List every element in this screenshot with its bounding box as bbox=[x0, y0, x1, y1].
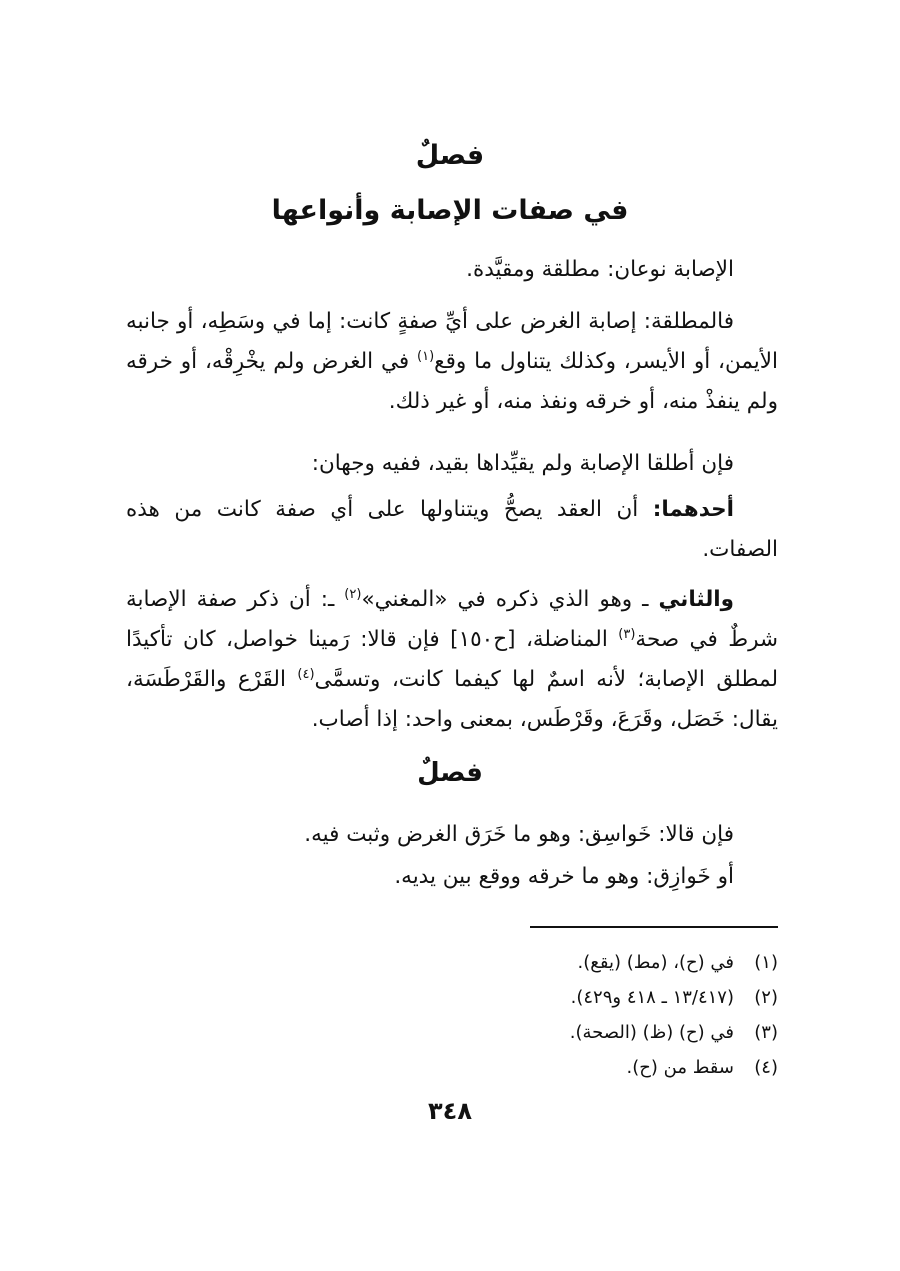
footnote bbox=[126, 980, 778, 1015]
paragraph-text: ـ: أن ذكر صفة الإصابة شرطٌ في صحة bbox=[126, 587, 778, 652]
footnote-number: (١) bbox=[754, 952, 778, 973]
paragraph-text: فإن قالا: خَواسِق: وهو ما خَرَق الغرض وثبت فيه. bbox=[304, 822, 734, 847]
footnote-text: في (ح) (ظ) (الصحة). bbox=[569, 1022, 734, 1043]
paragraph-khawasiq bbox=[126, 815, 778, 855]
footnote-divider bbox=[530, 926, 778, 928]
footnote-number: (٢) bbox=[754, 987, 778, 1008]
paragraph-khawaziq bbox=[126, 857, 778, 897]
paragraph-absolute bbox=[126, 302, 778, 422]
footnote-ref: (١) bbox=[417, 348, 435, 364]
chapter-title: في صفات الإصابة وأنواعها bbox=[271, 195, 629, 226]
paragraph-text: فإن أطلقا الإصابة ولم يقيِّداها بقيد، ففيه وجهان: bbox=[311, 451, 734, 476]
footnote-ref: (٤) bbox=[297, 666, 315, 682]
paragraph-text: الإصابة نوعان: مطلقة ومقيَّدة. bbox=[466, 257, 734, 282]
section-heading: فصلٌ bbox=[417, 758, 483, 788]
footnote bbox=[126, 1015, 778, 1050]
paragraph-text: القَرْع والقَرْطَسَة، يقال: خَصَل، وقَرَعَ، وقَرْطَس، بمعنى واحد: إذا أصاب. bbox=[126, 667, 778, 732]
footnote-ref: (٢) bbox=[344, 586, 362, 602]
footnote-ref: (٣) bbox=[618, 626, 636, 642]
footnote-number: (٤) bbox=[754, 1057, 778, 1078]
paragraph-text: المناضلة، [ح١٥٠] فإن قالا: رَمينا خواصل، كان تأكيدًا لمطلق الإصابة؛ لأنه اسمٌ لها كيفما كانت، وتسمَّى bbox=[126, 627, 778, 692]
paragraph-text: ـ وهو الذي ذكره في «المغني» bbox=[361, 587, 659, 612]
paragraph-lead: والثاني bbox=[658, 587, 734, 612]
footnote-text: (١٣/٤١٧ ـ ٤١٨ و٤٢٩). bbox=[570, 987, 734, 1008]
section-heading: فصلٌ bbox=[415, 140, 485, 171]
paragraph-first-view bbox=[126, 490, 778, 570]
footnote bbox=[126, 945, 778, 980]
paragraph-text: فالمطلقة: إصابة الغرض على أيِّ صفةٍ كانت: إما في وسَطِه، أو جانبه الأيمن، أو الأيسر، وكذلك يتناول ما وقع bbox=[126, 309, 778, 374]
paragraph-text: في الغرض ولم يخْرِقْه، أو خرقه ولم ينفذْ منه، أو خرقه ونفذ منه، أو غير ذلك. bbox=[126, 349, 778, 414]
footnotes bbox=[126, 945, 778, 1085]
paragraph-text: أو خَوازِق: وهو ما خرقه ووقع بين يديه. bbox=[394, 864, 734, 889]
paragraph-second-view bbox=[126, 580, 778, 740]
footnote-number: (٣) bbox=[754, 1022, 778, 1043]
footnote bbox=[126, 1050, 778, 1085]
paragraph-intro bbox=[126, 250, 778, 290]
paragraph-lead: أحدهما: bbox=[652, 497, 734, 522]
paragraph-two-views bbox=[126, 444, 778, 484]
page-number: ٣٤٨ bbox=[428, 1097, 472, 1125]
footnote-text: سقط من (ح). bbox=[626, 1057, 734, 1078]
footnote-text: في (ح)، (مط) (يقع). bbox=[577, 952, 734, 973]
paragraph-text: أن العقد يصحُّ ويتناولها على أي صفة كانت من هذه الصفات. bbox=[126, 497, 778, 562]
